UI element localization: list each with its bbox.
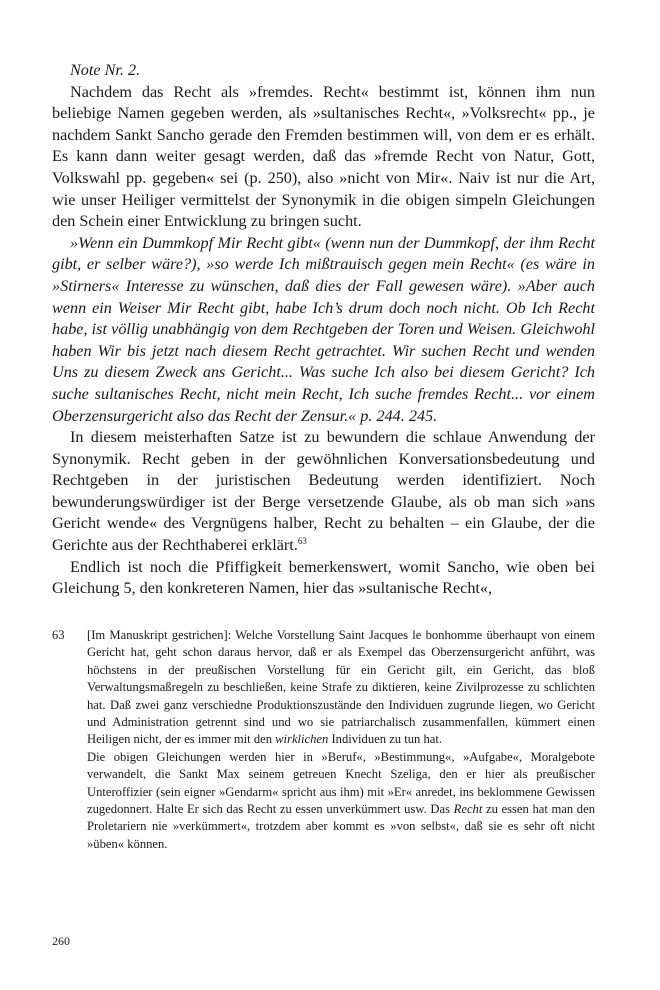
body-text — [52, 60, 595, 600]
footnote-63 — [52, 627, 595, 853]
main-text-block — [52, 60, 595, 600]
footnote-para-2-end: zu essen hat man den Proletariern nie »verkümmert«, trotzdem aber kommt es »von selbst«, daß sie es sehr oft nicht »üben« können. — [87, 802, 595, 851]
paragraph-quote — [52, 233, 595, 427]
quote-part-1: »Wenn ein Dummkopf Mir Recht gibt« — [70, 233, 321, 252]
paragraph-1: Nachdem das Recht als »fremdes. Recht« bestimmt ist, können ihm nun beliebige Namen gegeben werden, als »sultanisches Recht«, »Volksrecht« pp., je nachdem Sankt Sancho gerade den Fremden bestimmen will, von dem er es erhält. Es kann dann weiter gesagt werden, daß das »fremde Recht von Natur, Gott, Volkswahl pp. gegeben« sei (p. 250), also »nicht von Mir«. Naiv ist nur die Art, wie unser Heiliger vermittelst der Synonymik in die obigen simpeln Gleichungen den Schein einer Entwicklung zu bringen sucht. — [52, 82, 595, 231]
footnote-para-1-end: Individuen zu tun hat. — [328, 732, 442, 747]
footnote-ref-63[interactable]: 63 — [297, 536, 307, 547]
quote-part-2: (wenn nun der Dummkopf, der ihm Recht gibt, er selber wäre?), — [52, 233, 595, 274]
footnote-block — [52, 627, 595, 853]
footnote-para-2-text: Die obigen Gleichungen werden hier in »Beruf«, »Bestimmung«, »Aufgabe«, Moralgebote verwandelt, die Sankt Max seinem getreuen Knecht Szeliga, den er hier als preußischer Unteroffizier (sein eigner »Gendarm« spricht aus ihm) mit »Er« anredet, ins beklommene Gewissen zugedonnert. Halte Er sich das Recht zu essen unverkümmert usw. Das — [87, 749, 595, 817]
footnote-para-1-text: [Im Manuskript gestrichen]: Welche Vorstellung Saint Jacques le bonhomme überhaupt von einem Gericht hat, geht schon daraus hervor, daß er als Exempel das Oberzensurgericht anführt, was höchstens in der preußischen Vorstellung für ein Gericht gilt, ein Gericht, das bloß Verwaltungsmaßregeln zu beschließen, keine Strafe zu diktieren, keine Zivilprozesse zu schlichten hat. Daß zwei ganz verschiedne Produktionszustände den Individuen zugrunde liegen, wo Gericht und Administration getrennt sind und wo sie patriarchalisch zusammenfallen, kümmert einen Heiligen nicht, der es immer mit den — [87, 628, 595, 747]
paragraph-3 — [52, 427, 595, 557]
paragraph-4: Endlich ist noch die Pfiffigkeit bemerkenswert, womit Sancho, wie oben bei Gleichung 5, den konkreteren Namen, hier das »sultanische Recht«, — [52, 557, 595, 598]
page-number: 260 — [52, 934, 70, 948]
paragraph-3-text: In diesem meisterhaften Satze ist zu bewundern die schlaue Anwendung der Synonymik. Recht geben in der gewöhnlichen Konversationsbedeutung und Rechtgeben in der juristischen Bedeutung werden identifiziert. Noch bewunderungswürdiger ist der Berge versetzende Glaube, als ob man sich »ans Gericht wende« des Vergnügens halber, Recht zu behalten – ein Glaube, der die Gerichte aus der Rechthaberei erklärt. — [52, 428, 595, 555]
footnote-body — [87, 627, 595, 853]
footnote-emphasis-1: wirklichen — [275, 732, 329, 747]
footnote-para-1 — [87, 627, 595, 749]
footnote-number: 63 — [52, 628, 65, 642]
footnote-para-2 — [87, 749, 595, 853]
quote-part-3: »so werde Ich mißtrauisch gegen mein Recht« (es wäre in »Stirners« Interesse zu wünschen, daß dies der Fall gewesen wäre). »Aber auch wenn ein Weiser Mir Recht gibt, habe Ich’s drum doch noch nicht. Ob Ich Recht habe, ist völlig unabhängig von dem Rechtgeben der Toren und Weisen. Gleichwohl haben Wir bis jetzt nach diesem Recht getrachtet. Wir suchen Recht und wenden Uns zu diesem Zweck ans Gericht... Was suche Ich also bei diesem Gericht? Ich suche sultanisches Recht, nicht mein Recht, Ich suche fremdes Recht... vor einem Oberzensurgericht also das Recht der Zensur.« p. 244. 245. — [52, 255, 595, 425]
footnote-emphasis-2: Recht — [453, 802, 483, 817]
note-heading: Note Nr. 2. — [70, 61, 141, 79]
